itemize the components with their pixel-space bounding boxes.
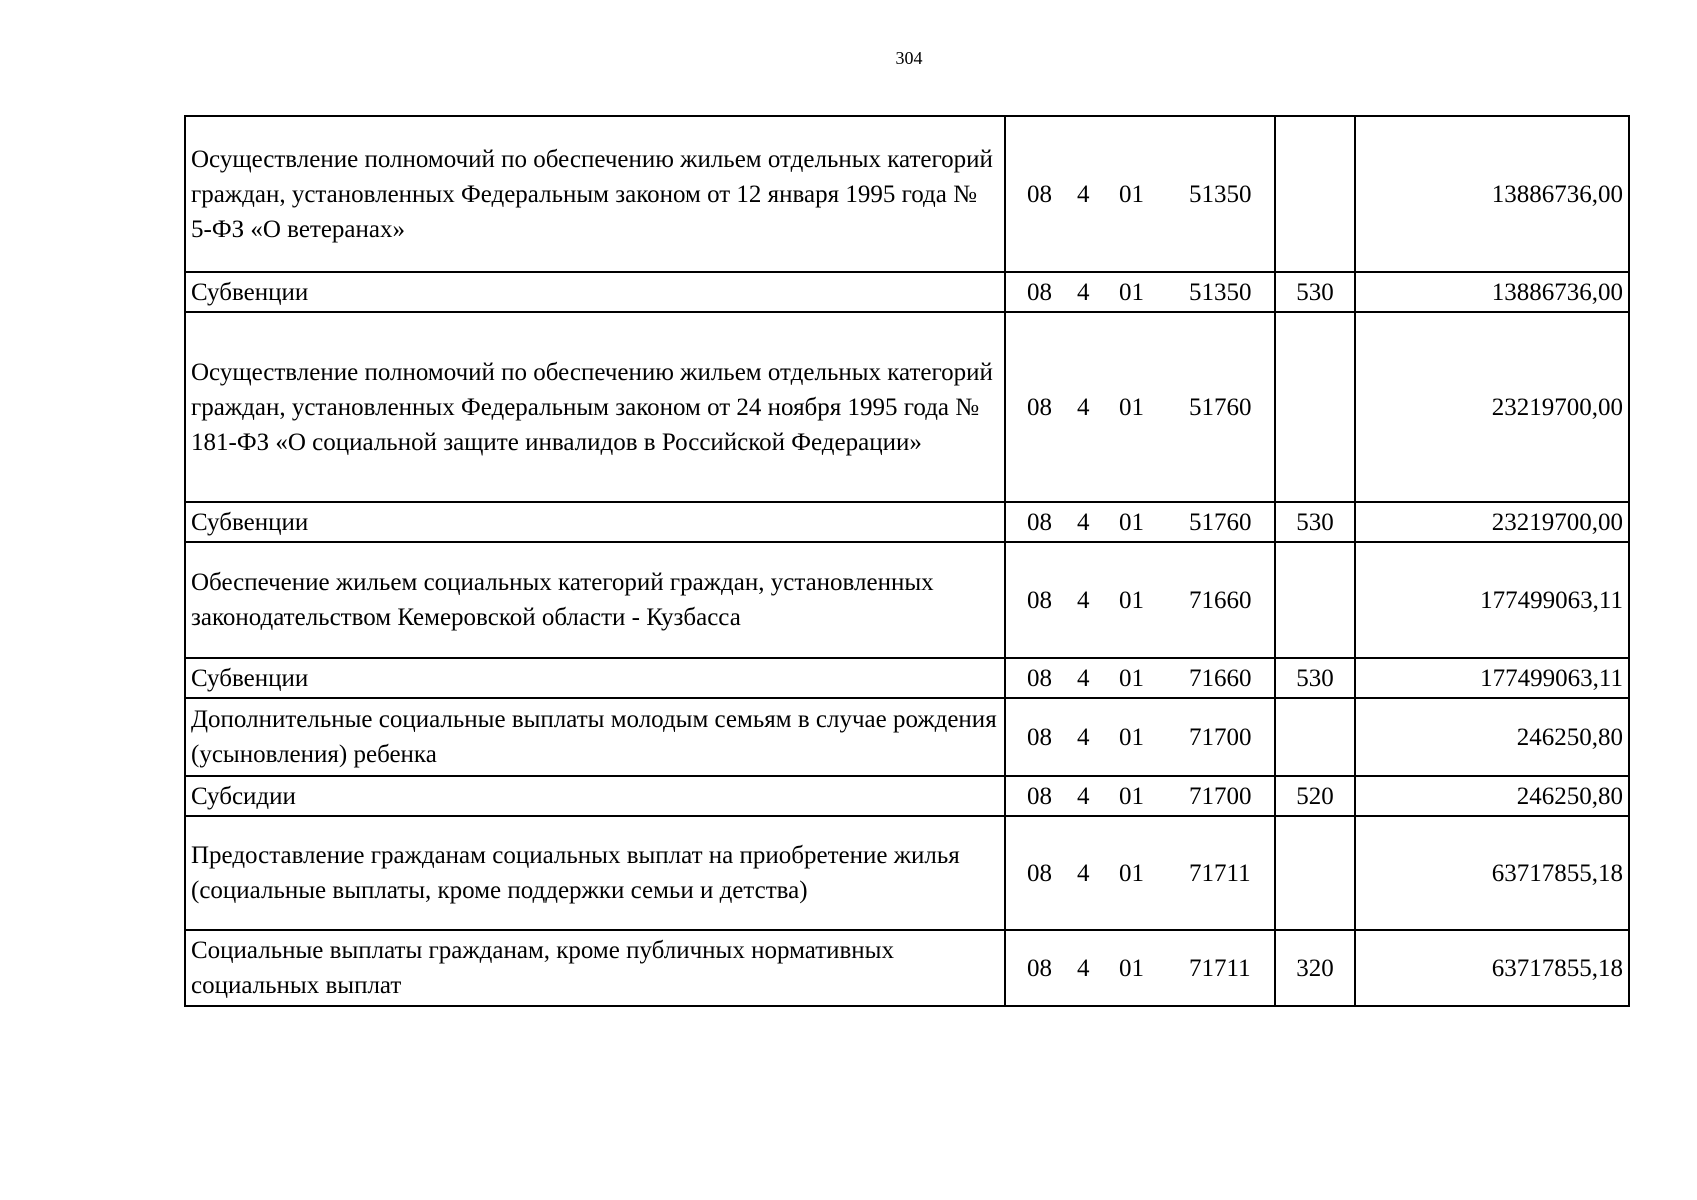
direction-code: 71700 (1189, 723, 1252, 751)
expense-name-cell (185, 312, 1005, 502)
amount-cell: 63717855,18 (1355, 930, 1629, 1006)
program-code: 4 (1077, 664, 1090, 692)
classification-codes-cell (1005, 698, 1275, 776)
expense-name: Дополнительные социальные выплаты молодым семьям в случае рождения (усыновления) ребенка (191, 706, 997, 768)
expense-name: Осуществление полномочий по обеспечению жильем отдельных категорий граждан, установленных Федеральным законом от 24 ноября 1995 года № 181-ФЗ «О социальной защите инвалидов в Российской Федерации» (191, 358, 993, 456)
expense-name: Субсидии (191, 782, 296, 810)
classification-codes-cell (1005, 816, 1275, 930)
direction-code: 51760 (1189, 508, 1252, 536)
expense-type-cell (1275, 116, 1355, 272)
classification-codes-cell (1005, 542, 1275, 658)
program-code: 4 (1077, 393, 1090, 421)
section-code: 08 (1027, 782, 1052, 810)
program-code: 4 (1077, 508, 1090, 536)
subprogram-code: 01 (1119, 393, 1144, 421)
program-code: 4 (1077, 586, 1090, 614)
table-row (185, 542, 1629, 658)
expense-name-cell (185, 272, 1005, 312)
direction-code: 71660 (1189, 586, 1252, 614)
section-code: 08 (1027, 278, 1052, 306)
program-code: 4 (1077, 180, 1090, 208)
amount-cell: 246250,80 (1355, 698, 1629, 776)
page-number: 304 (895, 48, 923, 68)
expense-name-cell (185, 116, 1005, 272)
classification-codes-cell (1005, 312, 1275, 502)
expense-name: Предоставление гражданам социальных выплат на приобретение жилья (социальные выплаты, кроме поддержки семьи и детства) (191, 842, 960, 904)
amount-cell: 63717855,18 (1355, 816, 1629, 930)
section-code: 08 (1027, 664, 1052, 692)
expense-name: Субвенции (191, 278, 309, 306)
classification-codes-cell (1005, 658, 1275, 698)
subprogram-code: 01 (1119, 508, 1144, 536)
program-code: 4 (1077, 954, 1090, 982)
subprogram-code: 01 (1119, 723, 1144, 751)
subprogram-code: 01 (1119, 782, 1144, 810)
budget-table (184, 115, 1630, 1007)
direction-code: 71700 (1189, 782, 1252, 810)
section-code: 08 (1027, 586, 1052, 614)
expense-name-cell (185, 658, 1005, 698)
subprogram-code: 01 (1119, 859, 1144, 887)
program-code: 4 (1077, 723, 1090, 751)
expense-type-cell: 320 (1275, 930, 1355, 1006)
expense-name: Обеспечение жильем социальных категорий граждан, установленных законодательством Кемеровской области - Кузбасса (191, 569, 934, 631)
expense-name-cell (185, 776, 1005, 816)
amount-cell: 13886736,00 (1355, 272, 1629, 312)
direction-code: 51350 (1189, 278, 1252, 306)
amount-cell: 23219700,00 (1355, 312, 1629, 502)
table-row (185, 698, 1629, 776)
amount-cell: 177499063,11 (1355, 542, 1629, 658)
expense-type-cell (1275, 816, 1355, 930)
direction-code: 71711 (1189, 954, 1251, 982)
section-code: 08 (1027, 723, 1052, 751)
direction-code: 51760 (1189, 393, 1252, 421)
expense-name: Осуществление полномочий по обеспечению жильем отдельных категорий граждан, установленных Федеральным законом от 12 января 1995 года № 5-ФЗ «О ветеранах» (191, 145, 993, 243)
amount-cell: 23219700,00 (1355, 502, 1629, 542)
section-code: 08 (1027, 954, 1052, 982)
expense-type-cell: 530 (1275, 502, 1355, 542)
direction-code: 51350 (1189, 180, 1252, 208)
table-row (185, 272, 1629, 312)
expense-type-cell: 520 (1275, 776, 1355, 816)
table-row (185, 116, 1629, 272)
amount-cell: 13886736,00 (1355, 116, 1629, 272)
expense-type-cell: 530 (1275, 658, 1355, 698)
subprogram-code: 01 (1119, 278, 1144, 306)
section-code: 08 (1027, 859, 1052, 887)
table-row (185, 776, 1629, 816)
program-code: 4 (1077, 782, 1090, 810)
program-code: 4 (1077, 278, 1090, 306)
expense-type-cell (1275, 542, 1355, 658)
expense-name-cell (185, 542, 1005, 658)
direction-code: 71711 (1189, 859, 1251, 887)
table-row (185, 502, 1629, 542)
classification-codes-cell (1005, 272, 1275, 312)
expense-name-cell (185, 698, 1005, 776)
amount-cell: 246250,80 (1355, 776, 1629, 816)
expense-name-cell (185, 930, 1005, 1006)
classification-codes-cell (1005, 116, 1275, 272)
table-row (185, 312, 1629, 502)
expense-type-cell (1275, 312, 1355, 502)
classification-codes-cell (1005, 776, 1275, 816)
direction-code: 71660 (1189, 664, 1252, 692)
subprogram-code: 01 (1119, 586, 1144, 614)
subprogram-code: 01 (1119, 664, 1144, 692)
expense-name: Субвенции (191, 508, 309, 536)
section-code: 08 (1027, 393, 1052, 421)
expense-name: Социальные выплаты гражданам, кроме публичных нормативных социальных выплат (191, 937, 894, 999)
classification-codes-cell (1005, 930, 1275, 1006)
expense-name-cell (185, 816, 1005, 930)
expense-name: Субвенции (191, 664, 309, 692)
expense-name-cell (185, 502, 1005, 542)
classification-codes-cell (1005, 502, 1275, 542)
table-row (185, 816, 1629, 930)
table-row (185, 930, 1629, 1006)
section-code: 08 (1027, 180, 1052, 208)
subprogram-code: 01 (1119, 954, 1144, 982)
expense-type-cell (1275, 698, 1355, 776)
section-code: 08 (1027, 508, 1052, 536)
subprogram-code: 01 (1119, 180, 1144, 208)
table-row (185, 658, 1629, 698)
expense-type-cell: 530 (1275, 272, 1355, 312)
amount-cell: 177499063,11 (1355, 658, 1629, 698)
program-code: 4 (1077, 859, 1090, 887)
